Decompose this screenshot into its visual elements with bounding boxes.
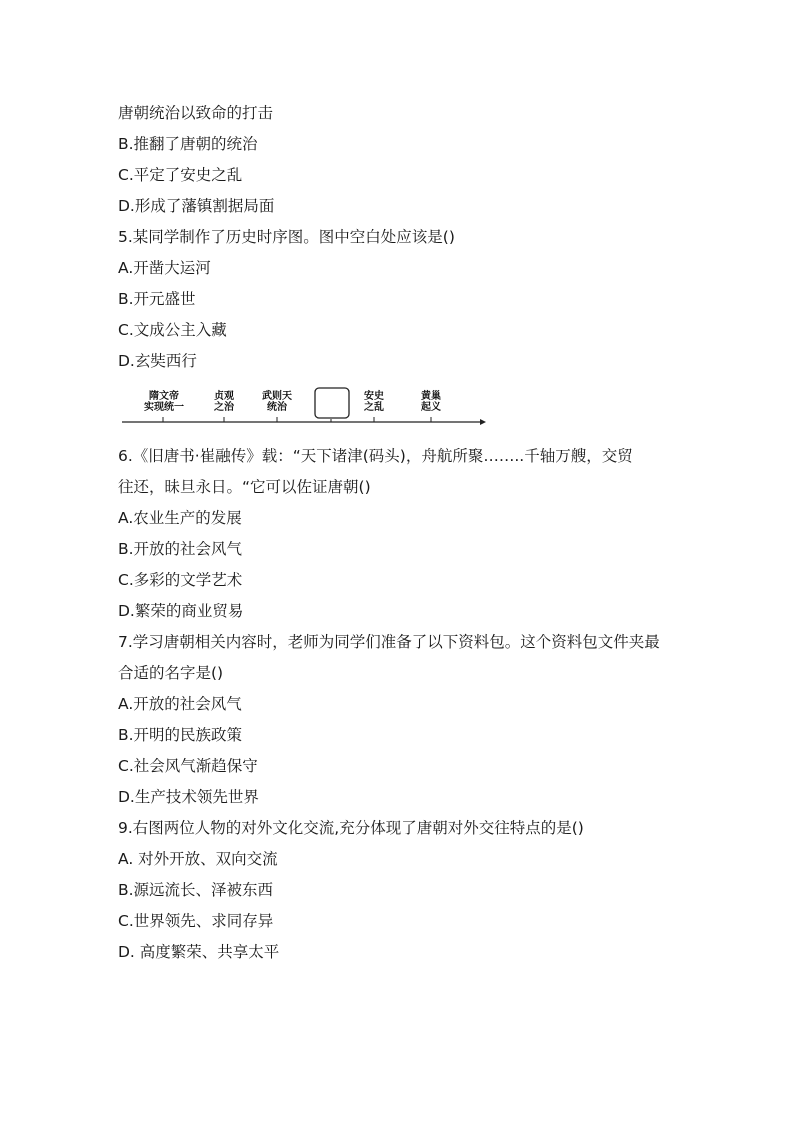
question-5: 5.某同学制作了历史时序图。图中空白处应该是()	[118, 228, 455, 246]
timeline-label-anshi-rebellion: 安史 之乱	[364, 391, 384, 413]
question-7-cont: 合适的名字是()	[118, 664, 224, 682]
option-c: C.平定了安史之乱	[118, 166, 243, 184]
option-b: B.推翻了唐朝的统治	[118, 135, 258, 153]
timeline-label-sui-unification: 隋文帝 实现统一	[144, 391, 184, 413]
option-a: A. 对外开放、双向交流	[118, 850, 278, 868]
option-b: B.开放的社会风气	[118, 540, 243, 558]
history-timeline-figure	[120, 385, 488, 427]
option-c: C.世界领先、求同存异	[118, 912, 274, 930]
question-6: 6.《旧唐书·崔融传》载：“天下诸津(码头)，舟航所聚……..千轴万艘，交贸	[118, 447, 633, 465]
option-d: D.繁荣的商业贸易	[118, 602, 244, 620]
option-b: B.开元盛世	[118, 290, 196, 308]
option-a: A.开凿大运河	[118, 259, 211, 277]
timeline-label-huangchao-uprising: 黄巢 起义	[421, 391, 441, 413]
timeline-label-wuzetian: 武则天 统治	[262, 391, 292, 413]
question-7: 7.学习唐朝相关内容时，老师为同学们准备了以下资料包。这个资料包文件夹最	[118, 633, 660, 651]
option-d: D.玄奘西行	[118, 352, 197, 370]
option-c: C.社会风气渐趋保守	[118, 757, 258, 775]
timeline-label-zhenguan: 贞观 之治	[214, 391, 234, 413]
option-b: B.开明的民族政策	[118, 726, 243, 744]
timeline-arrow-icon	[480, 419, 486, 425]
option-c: C.多彩的文学艺术	[118, 571, 243, 589]
option-d: D.生产技术领先世界	[118, 788, 259, 806]
option-a: A.开放的社会风气	[118, 695, 242, 713]
question-9: 9.右图两位人物的对外文化交流,充分体现了唐朝对外交往特点的是()	[118, 819, 584, 837]
question-6-cont: 往还，昧旦永日。“它可以佐证唐朝()	[118, 478, 371, 496]
timeline-blank-box	[315, 388, 349, 418]
option-c: C.文成公主入藏	[118, 321, 227, 339]
option-a: A.农业生产的发展	[118, 509, 242, 527]
option-b: B.源远流长、泽被东西	[118, 881, 274, 899]
text-line: 唐朝统治以致命的打击	[118, 104, 274, 122]
option-d: D. 高度繁荣、共享太平	[118, 943, 280, 961]
option-d: D.形成了藩镇割据局面	[118, 197, 275, 215]
